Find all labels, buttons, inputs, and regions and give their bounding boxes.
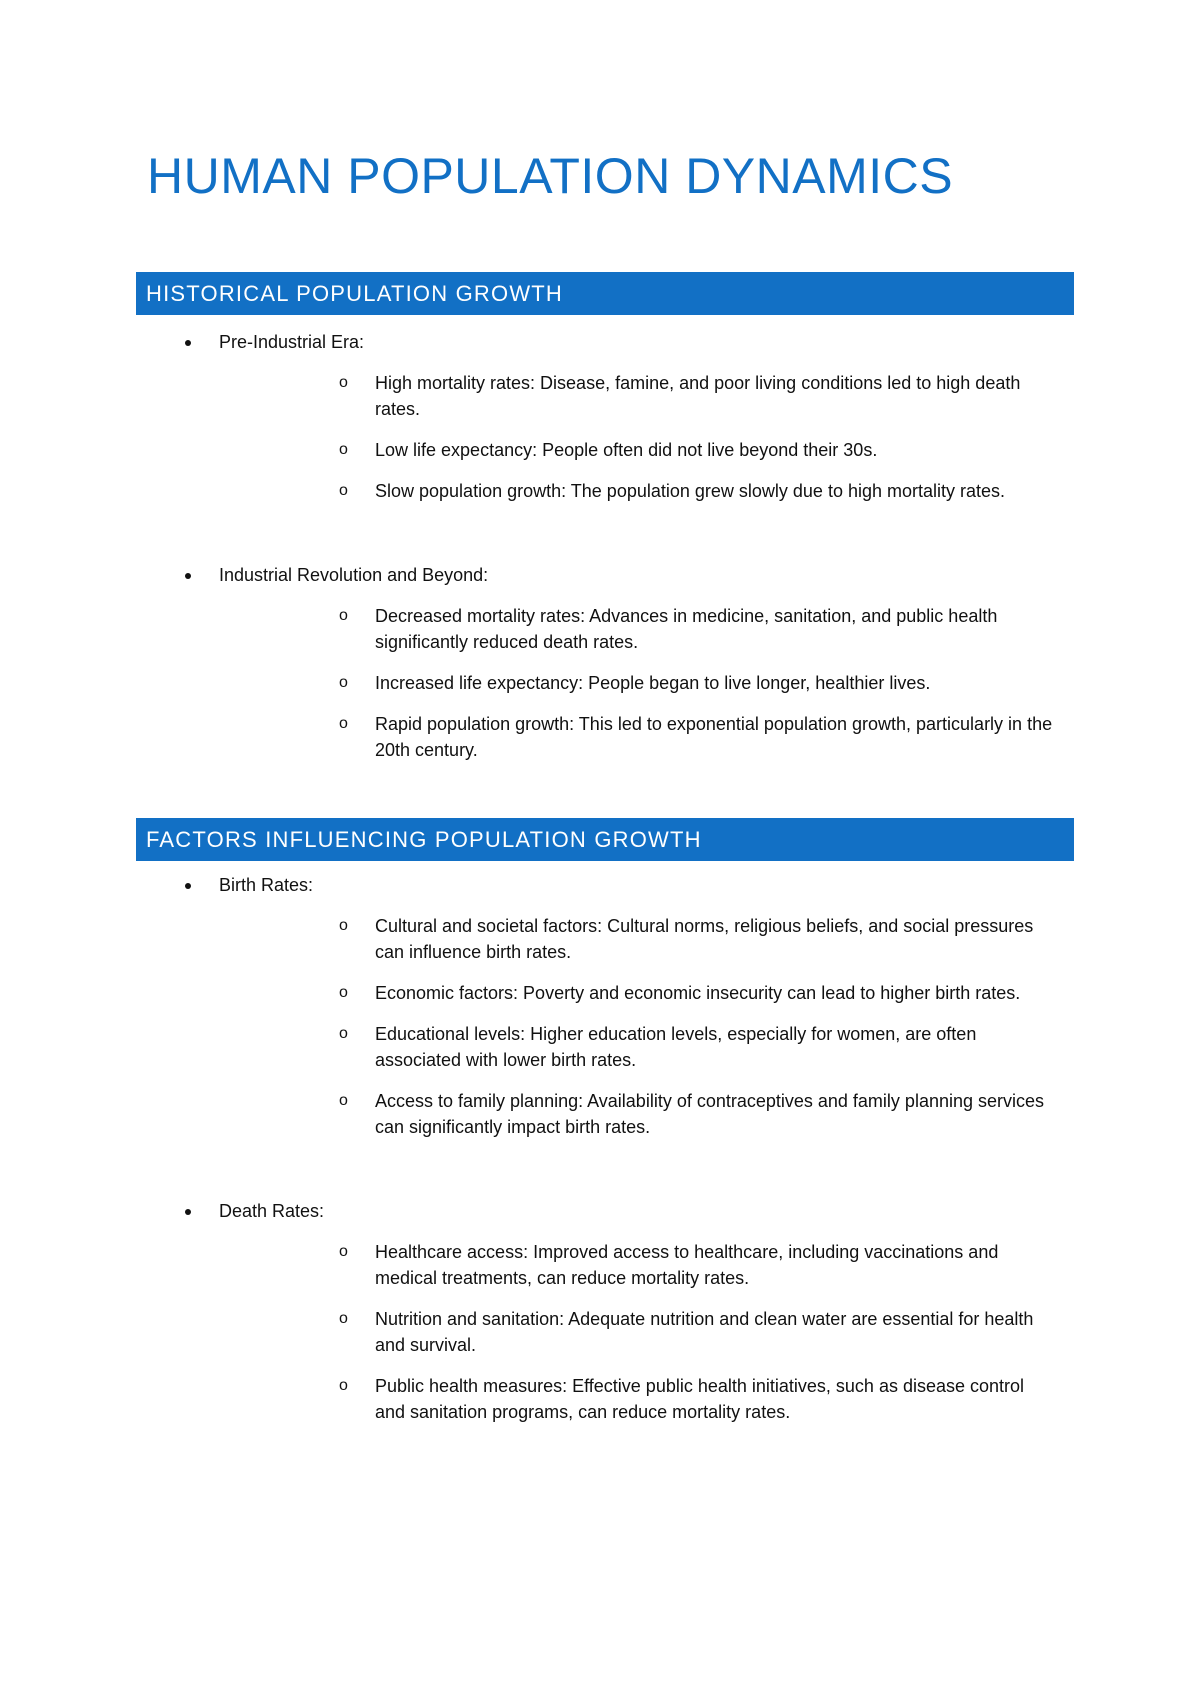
sub-list-item <box>219 1021 1074 1073</box>
sub-bullet-icon: o <box>339 441 348 458</box>
sub-bullet-icon: o <box>339 715 348 732</box>
sub-bullet-icon: o <box>339 1025 348 1042</box>
sub-list-item <box>219 980 1074 1006</box>
sub-bullet-icon: o <box>339 984 348 1001</box>
sub-list-item <box>219 437 1074 463</box>
sub-list <box>219 603 1074 763</box>
sub-list-item <box>219 913 1074 965</box>
list-item <box>136 329 1074 504</box>
sub-bullet-icon: o <box>339 1243 348 1260</box>
section-heading: FACTORS INFLUENCING POPULATION GROWTH <box>136 818 1074 861</box>
bullet-icon <box>185 1209 191 1215</box>
sub-item-text: Decreased mortality rates: Advances in medicine, sanitation, and public health significantly reduced death rates. <box>375 606 998 652</box>
sub-list-item <box>219 1088 1074 1140</box>
sub-list-item <box>219 1373 1074 1425</box>
sub-item-text: High mortality rates: Disease, famine, and poor living conditions led to high death rates. <box>375 373 1021 419</box>
sub-bullet-icon: o <box>339 482 348 499</box>
section-factors-growth <box>136 818 1074 1425</box>
section-historical-growth <box>136 272 1074 763</box>
sub-item-text: Rapid population growth: This led to exponential population growth, particularly in the 20th century. <box>375 714 1053 760</box>
sub-list-item <box>219 370 1074 422</box>
group-label: Birth Rates: <box>219 875 314 895</box>
bullet-icon <box>185 573 191 579</box>
sub-bullet-icon: o <box>339 1092 348 1109</box>
sub-bullet-icon: o <box>339 1310 348 1327</box>
sub-item-text: Increased life expectancy: People began to live longer, healthier lives. <box>375 673 931 693</box>
sub-item-text: Educational levels: Higher education levels, especially for women, are often associated with lower birth rates. <box>375 1024 977 1070</box>
sub-item-text: Nutrition and sanitation: Adequate nutrition and clean water are essential for health and survival. <box>375 1309 1034 1355</box>
bullet-list <box>136 329 1074 763</box>
sub-bullet-icon: o <box>339 917 348 934</box>
sub-item-text: Low life expectancy: People often did not live beyond their 30s. <box>375 440 878 460</box>
bullet-icon <box>185 340 191 346</box>
page-title: HUMAN POPULATION DYNAMICS <box>147 148 954 204</box>
sub-list-item <box>219 478 1074 504</box>
section-heading: HISTORICAL POPULATION GROWTH <box>136 272 1074 315</box>
sub-list-item <box>219 1306 1074 1358</box>
list-item <box>136 562 1074 763</box>
sub-item-text: Economic factors: Poverty and economic insecurity can lead to higher birth rates. <box>375 983 1021 1003</box>
sub-list <box>219 1239 1074 1425</box>
bullet-list <box>136 872 1074 1425</box>
sub-bullet-icon: o <box>339 607 348 624</box>
group-label: Pre-Industrial Era: <box>219 332 365 352</box>
sub-list <box>219 913 1074 1140</box>
sub-list-item <box>219 711 1074 763</box>
sub-item-text: Slow population growth: The population grew slowly due to high mortality rates. <box>375 481 1006 501</box>
sub-item-text: Healthcare access: Improved access to healthcare, including vaccinations and medical treatments, can reduce mortality rates. <box>375 1242 999 1288</box>
group-label: Death Rates: <box>219 1201 325 1221</box>
list-item <box>136 872 1074 1140</box>
bullet-icon <box>185 883 191 889</box>
list-item <box>136 1198 1074 1425</box>
sub-list-item <box>219 603 1074 655</box>
sub-item-text: Public health measures: Effective public health initiatives, such as disease control and sanitation programs, can reduce mortality rates. <box>375 1376 1025 1422</box>
sub-item-text: Cultural and societal factors: Cultural norms, religious beliefs, and social pressures can influence birth rates. <box>375 916 1034 962</box>
sub-bullet-icon: o <box>339 374 348 391</box>
sub-list-item <box>219 1239 1074 1291</box>
sub-bullet-icon: o <box>339 1377 348 1394</box>
sub-bullet-icon: o <box>339 674 348 691</box>
group-label: Industrial Revolution and Beyond: <box>219 565 489 585</box>
sub-list <box>219 370 1074 504</box>
sub-item-text: Access to family planning: Availability of contraceptives and family planning services can significantly impact birth rates. <box>375 1091 1045 1137</box>
sub-list-item <box>219 670 1074 696</box>
